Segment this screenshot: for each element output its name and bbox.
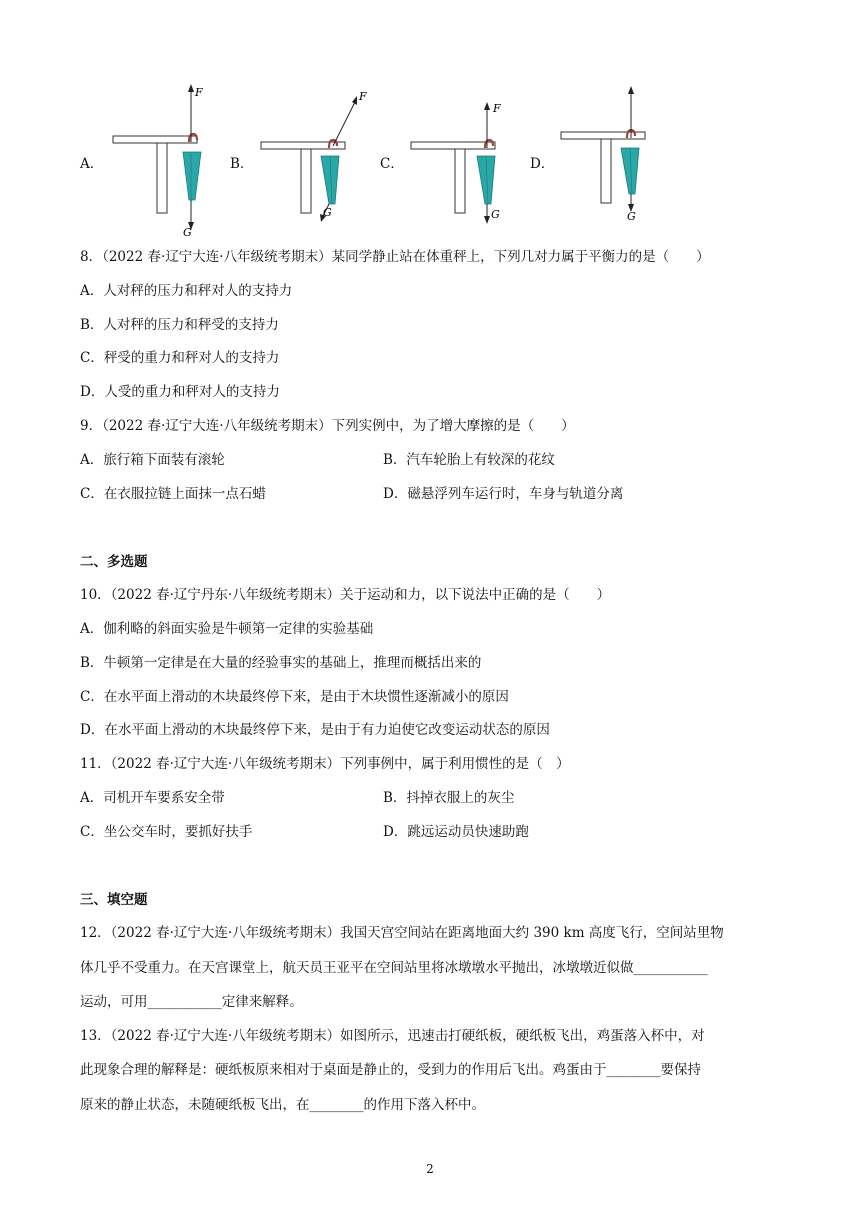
q12-line-2: 体几乎不受重力。在天宫课堂上，航天员王亚平在空间站里将冰墩墩水平抛出，冰墩墩近似做___________ [80,960,708,976]
q9-option-a: A．旅行箱下面装有滚轮 [80,452,225,468]
q11-option-c: C．坐公交车时，要抓好扶手 [80,824,253,840]
q10-option-a: A．伽利略的斜面实验是牛顿第一定律的实验基础 [80,621,374,637]
section-heading-fill-in: 三、填空题 [80,892,148,908]
q8-option-a: A．人对秤的压力和秤对人的支持力 [80,283,293,299]
section-heading-multiple-choice: 二、多选题 [80,554,148,570]
q11-option-d: D．跳远运动员快速助跑 [383,824,529,840]
umbrella-hook-diagram-b [255,82,375,242]
umbrella-hook-diagram-c [405,82,525,242]
q12-line-1: 12．（2022 春·辽宁大连·八年级统考期末）我国天宫空间站在距离地面大约 390 km 高度飞行，空间站里物 [80,925,724,941]
page-number: 2 [426,1162,434,1176]
figure-label: A． [80,156,104,172]
q9-option-d: D．磁悬浮列车运行时，车身与轨道分离 [383,486,624,502]
q9-option-b: B．汽车轮胎上有较深的花纹 [383,452,555,468]
q8-stem: 8．（2022 春·辽宁大连·八年级统考期末）某同学静止站在体重秤上，下列几对力属于平衡力的是（ ） [80,249,710,265]
q8-option-d: D．人受的重力和秤对人的支持力 [80,384,280,400]
umbrella-hook-diagram-d [555,82,675,242]
q12-line-3: 运动，可用___________定律来解释。 [80,994,303,1010]
figure-b [230,82,380,242]
force-f-label: F [195,86,203,99]
q9-option-c: C．在衣服拉链上面抹一点石蜡 [80,486,266,502]
force-g-label: G [491,208,500,221]
q8-option-b: B．人对秤的压力和秤受的支持力 [80,317,279,333]
force-g-label: G [323,206,332,219]
q8-option-c: C．秤受的重力和秤对人的支持力 [80,350,280,366]
q13-line-3: 原来的静止状态，未随硬纸板飞出，在________的作用下落入杯中。 [80,1097,485,1113]
q13-line-2: 此现象合理的解释是：硬纸板原来相对于桌面是静止的，受到力的作用后飞出。鸡蛋由于________要保持 [80,1062,701,1078]
q10-option-c: C．在水平面上滑动的木块最终停下来，是由于木块惯性逐渐减小的原因 [80,689,509,705]
force-g-label: G [183,226,192,239]
q9-stem: 9．（2022 春·辽宁大连·八年级统考期末）下列实例中，为了增大摩擦的是（ ） [80,418,575,434]
umbrella-hook-diagram-a [105,82,225,242]
q11-option-b: B．抖掉衣服上的灰尘 [383,790,515,806]
figure-label: C． [380,156,404,172]
force-f-label: F [359,90,367,103]
q10-option-b: B．牛顿第一定律是在大量的经验事实的基础上，推理而概括出来的 [80,655,482,671]
option-figures [80,82,700,242]
figure-a [80,82,230,242]
figure-label: D． [530,156,555,172]
q11-option-a: A．司机开车要系安全带 [80,790,225,806]
force-g-label: G [627,210,636,223]
figure-c [380,82,530,242]
q11-stem: 11．（2022 春·辽宁大连·八年级统考期末）下列事例中，属于利用惯性的是（ ） [80,756,570,772]
q10-option-d: D．在水平面上滑动的木块最终停下来，是由于有力迫使它改变运动状态的原因 [80,722,550,738]
force-f-label: F [493,102,501,115]
q13-line-1: 13．（2022 春·辽宁大连·八年级统考期末）如图所示，迅速击打硬纸板，硬纸板飞出，鸡蛋落入杯中，对 [80,1028,705,1044]
figure-d [530,82,680,242]
figure-label: B． [230,156,254,172]
q10-stem: 10．（2022 春·辽宁丹东·八年级统考期末）关于运动和力，以下说法中正确的是（ ） [80,587,611,603]
